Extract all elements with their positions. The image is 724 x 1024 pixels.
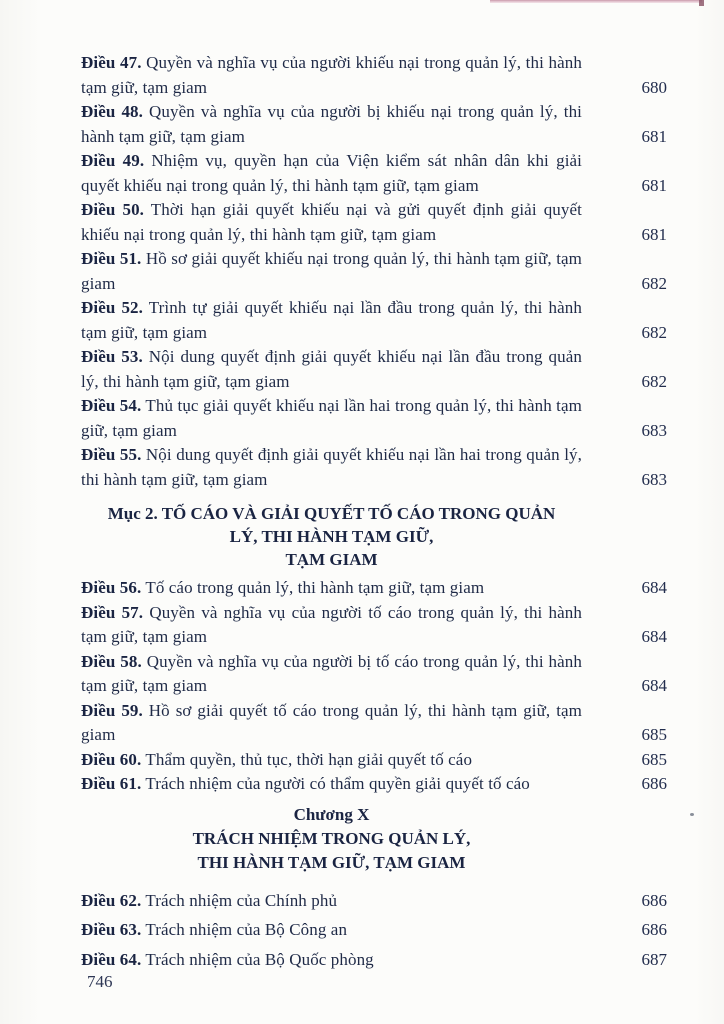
entry-title: Quyền và nghĩa vụ của người tố cáo trong quản lý, thi hành tạm giữ, tạm giam (81, 602, 582, 646)
entry-text (81, 915, 582, 945)
entry-text (81, 443, 582, 492)
entry-label: Điều 56. (81, 578, 142, 597)
entry-title: Nội dung quyết định giải quyết khiếu nại lần đầu trong quản lý, thi hành tạm giữ, tạm giam (81, 347, 582, 391)
entry-page-number: 681 (641, 126, 667, 146)
entry-text (81, 945, 582, 975)
heading-line: Mục 2. TỐ CÁO VÀ GIẢI QUYẾT TỐ CÁO TRONG QUẢN (107, 504, 556, 523)
entry-label: Điều 60. (81, 749, 142, 769)
toc-entries-group (81, 576, 667, 797)
entry-text (81, 699, 582, 748)
entry-page-number: 684 (641, 627, 667, 646)
heading-line: TRÁCH NHIỆM TRONG QUẢN LÝ, (192, 828, 471, 848)
toc-entry (81, 886, 667, 916)
entry-title: Trách nhiệm của Chính phủ (141, 890, 338, 910)
toc-entry (81, 945, 667, 975)
entry-title: Nhiệm vụ, quyền hạn của Viện kiểm sát nhân dân khi giải quyết khiếu nại trong quản lý, thi hành tạm giữ, tạm giam (81, 151, 582, 195)
toc-entry (81, 247, 667, 296)
entry-title: Thẩm quyền, thủ tục, thời hạn giải quyết tố cáo (141, 749, 473, 769)
entry-title: Quyền và nghĩa vụ của người khiếu nại trong quản lý, thi hành tạm giữ, tạm giam (81, 53, 582, 97)
entry-label: Điều 49. (81, 151, 145, 170)
entry-title: Trách nhiệm của Bộ Quốc phòng (141, 949, 374, 969)
entry-text (81, 100, 582, 149)
toc-entry (81, 443, 667, 492)
toc-entry (81, 198, 667, 247)
toc-entry (81, 576, 667, 601)
entry-label: Điều 53. (81, 347, 143, 366)
entry-page-number: 682 (641, 371, 667, 391)
entry-text (81, 345, 582, 394)
entry-label: Điều 63. (81, 920, 142, 939)
entry-text (81, 247, 582, 296)
entry-label: Điều 59. (81, 700, 143, 720)
entry-title: Quyền và nghĩa vụ của người bị khiếu nại trong quản lý, thi hành tạm giữ, tạm giam (81, 102, 582, 146)
entry-label: Điều 51. (81, 249, 142, 268)
entry-text (81, 601, 582, 650)
entry-title: Hồ sơ giải quyết tố cáo trong quản lý, thi hành tạm giữ, tạm giam (81, 700, 582, 744)
entry-title: Trách nhiệm của người có thẩm quyền giải quyết tố cáo (141, 774, 530, 793)
entry-text (81, 198, 582, 247)
toc-entry (81, 915, 667, 945)
entry-label: Điều 48. (81, 102, 143, 121)
entry-page-number: 685 (641, 725, 667, 744)
entry-page-number: 681 (641, 224, 667, 244)
toc-entry (81, 699, 667, 748)
entry-title: Thủ tục giải quyết khiếu nại lần hai trong quản lý, thi hành tạm giữ, tạm giam (81, 396, 582, 440)
toc-entry (81, 296, 667, 345)
entry-title: Nội dung quyết định giải quyết khiếu nại lần hai trong quản lý, thi hành tạm giữ, tạm giam (81, 445, 582, 489)
entry-label: Điều 62. (81, 890, 142, 910)
entry-page-number: 686 (641, 774, 667, 793)
entry-page-number: 684 (641, 578, 667, 597)
toc-entry (81, 149, 667, 198)
entry-label: Điều 54. (81, 396, 142, 415)
heading-line: LÝ, THI HÀNH TẠM GIỮ, (229, 527, 434, 546)
entry-title: Trách nhiệm của Bộ Công an (141, 920, 348, 939)
entry-label: Điều 55. (81, 445, 142, 464)
entry-page-number: 683 (641, 420, 667, 440)
section-heading (81, 803, 582, 875)
scan-edge-tick (699, 0, 704, 6)
heading-line: THI HÀNH TẠM GIỮ, TẠM GIAM (197, 852, 466, 872)
scan-edge-line (490, 0, 702, 3)
entry-page-number: 687 (641, 949, 667, 969)
entry-title: Thời hạn giải quyết khiếu nại và gửi quyết định giải quyết khiếu nại trong quản lý, thi hành tạm giữ, tạm giam (81, 200, 582, 244)
toc-entry (81, 650, 667, 699)
entry-label: Điều 50. (81, 200, 145, 219)
entry-title: Hồ sơ giải quyết khiếu nại trong quản lý, thi hành tạm giữ, tạm giam (81, 249, 582, 293)
entry-text (81, 772, 582, 797)
entry-label: Điều 64. (81, 949, 142, 969)
toc-entry (81, 345, 667, 394)
toc-entry (81, 100, 667, 149)
entry-text (81, 394, 582, 443)
entry-title: Tố cáo trong quản lý, thi hành tạm giữ, tạm giam (141, 578, 485, 597)
entry-page-number: 681 (641, 175, 667, 195)
entry-page-number: 686 (641, 920, 667, 939)
entry-text (81, 576, 582, 601)
entry-page-number: 682 (641, 322, 667, 342)
toc-entry (81, 394, 667, 443)
entry-label: Điều 47. (81, 53, 142, 72)
entry-page-number: 683 (641, 469, 667, 489)
entry-text (81, 748, 582, 773)
heading-line: Chương X (293, 804, 370, 824)
entry-label: Điều 61. (81, 774, 142, 793)
entry-page-number: 685 (641, 749, 667, 769)
entry-text (81, 886, 582, 916)
toc-entry (81, 772, 667, 797)
heading-line: TẠM GIAM (285, 550, 378, 569)
entry-text (81, 51, 582, 100)
entry-title: Trình tự giải quyết khiếu nại lần đầu trong quản lý, thi hành tạm giữ, tạm giam (81, 298, 582, 342)
entry-page-number: 680 (641, 77, 667, 97)
entry-label: Điều 52. (81, 298, 144, 317)
entry-page-number: 686 (641, 890, 667, 910)
entry-text (81, 650, 582, 699)
entry-label: Điều 58. (81, 651, 142, 671)
toc-blocks (81, 51, 667, 974)
toc-entries-group (81, 886, 667, 975)
scan-artifact-dot (690, 813, 694, 816)
entry-page-number: 682 (641, 273, 667, 293)
page-footer-number: 746 (87, 972, 113, 991)
toc-entries-group (81, 51, 667, 492)
toc-entry (81, 748, 667, 773)
toc-entry (81, 51, 667, 100)
toc-entry (81, 601, 667, 650)
entry-page-number: 684 (641, 676, 667, 695)
entry-text (81, 296, 582, 345)
section-heading (81, 502, 582, 571)
entry-title: Quyền và nghĩa vụ của người bị tố cáo trong quản lý, thi hành tạm giữ, tạm giam (81, 651, 582, 695)
entry-label: Điều 57. (81, 602, 144, 622)
entry-text (81, 149, 582, 198)
